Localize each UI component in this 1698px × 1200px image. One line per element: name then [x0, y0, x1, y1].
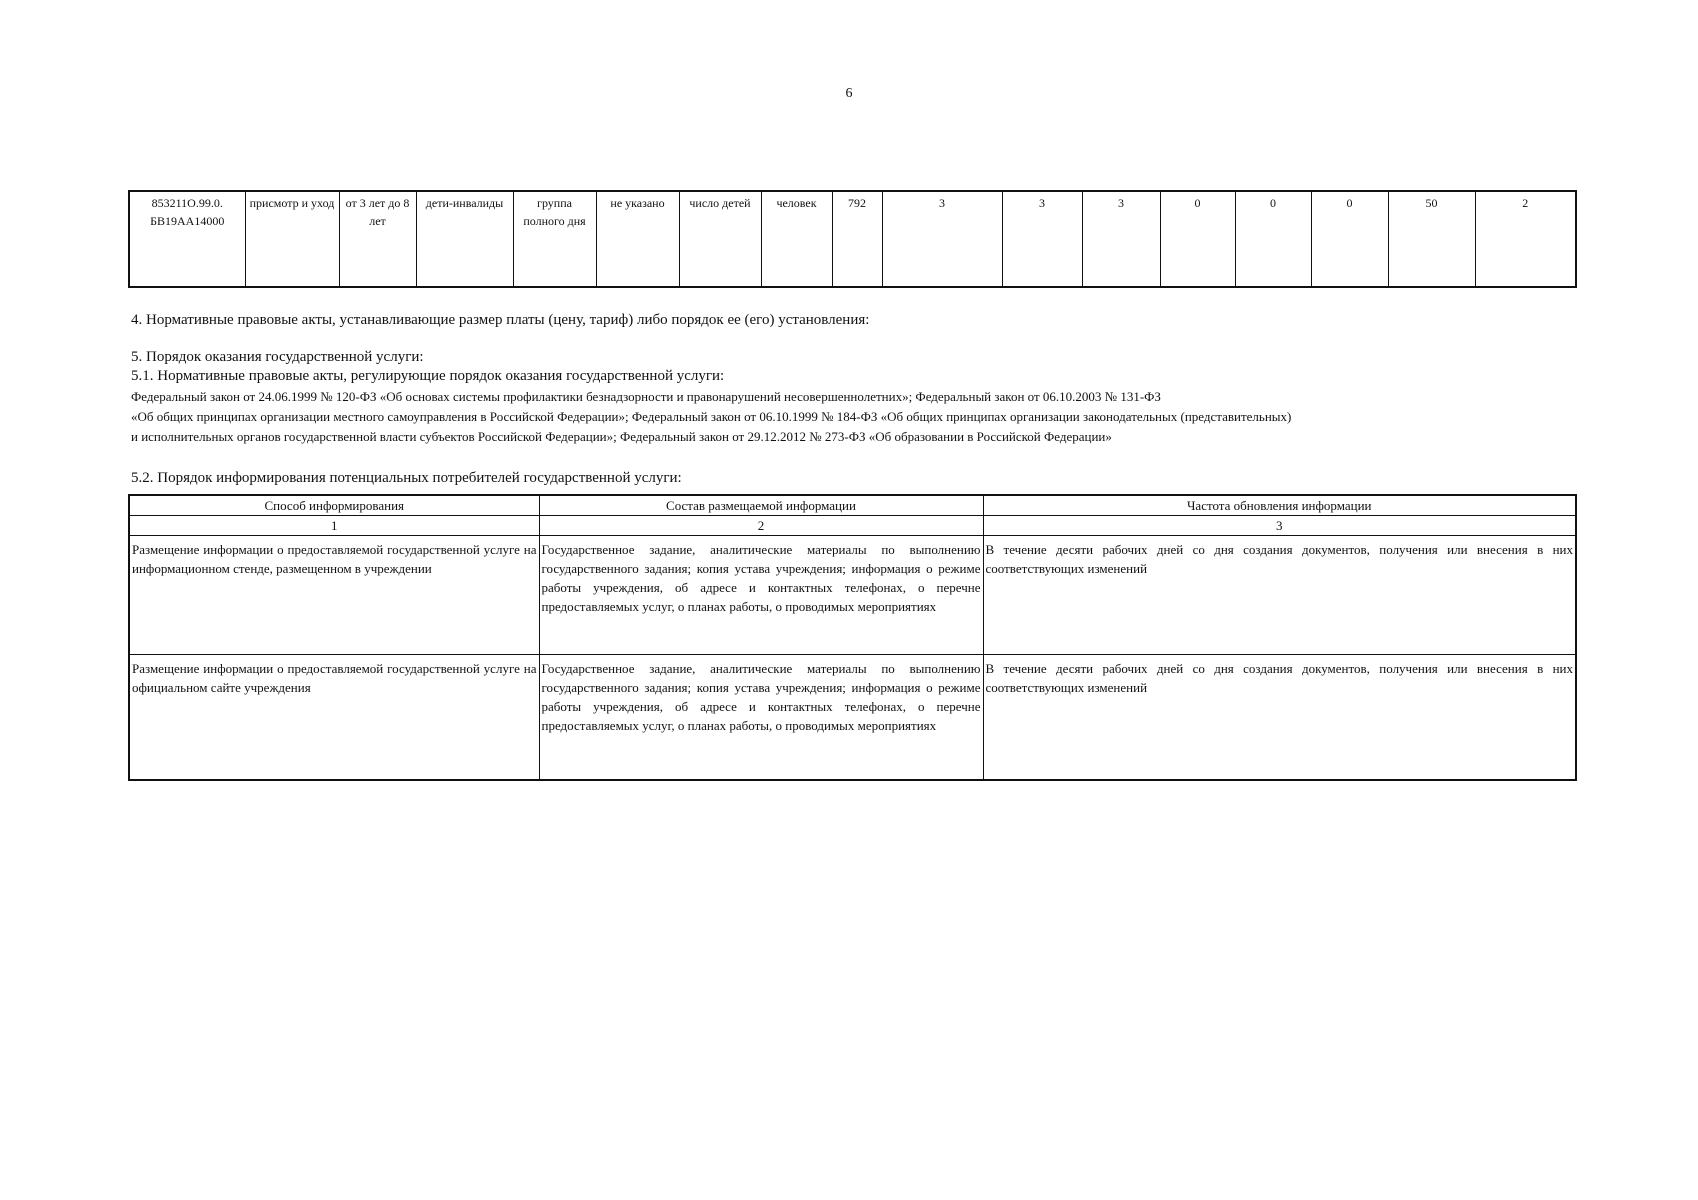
column-header: Частота обновления информации [983, 495, 1576, 516]
information-content-cell: Государственное задание, аналитические материалы по выполнению государственного задания; копия устава учреждения; информация о режиме работы учреждения, об адресе и контактных телефонах, о перечне предоставляемых услуг, о планах работы, о проводимых мероприятиях [539, 655, 983, 781]
column-number-row [129, 516, 1576, 536]
indicator-name-cell: число детей [679, 191, 761, 287]
value-cell: 50 [1388, 191, 1475, 287]
value-cell: 3 [1002, 191, 1082, 287]
information-content-cell: Государственное задание, аналитические материалы по выполнению государственного задания; копия устава учреждения; информация о режиме работы учреждения, об адресе и контактных телефонах, о перечне предоставляемых услуг, о планах работы, о проводимых мероприятиях [539, 536, 983, 655]
informing-method-cell: Размещение информации о предоставляемой государственной услуге на информационном стенде, размещенном в учреждении [129, 536, 539, 655]
table-row [129, 655, 1576, 781]
value-cell: 0 [1311, 191, 1388, 287]
section-4-heading: 4. Нормативные правовые акты, устанавливающие размер платы (цену, тариф) либо порядок ее (его) установления: [131, 312, 870, 328]
section-5-1-heading: 5.1. Нормативные правовые акты, регулирующие порядок оказания государственной услуги: [131, 368, 725, 384]
value-cell: 3 [1082, 191, 1160, 287]
value-cell: 0 [1160, 191, 1235, 287]
value-cell: 2 [1475, 191, 1576, 287]
condition-cell: не указано [596, 191, 679, 287]
table-header-row [129, 495, 1576, 516]
age-cell: от 3 лет до 8 лет [339, 191, 416, 287]
update-frequency-cell: В течение десяти рабочих дней со дня создания документов, получения или внесения в них соответствующих изменений [983, 536, 1576, 655]
stay-mode-cell: группа полного дня [513, 191, 596, 287]
okei-code-cell: 792 [832, 191, 882, 287]
column-header: Состав размещаемой информации [539, 495, 983, 516]
regulatory-acts-list [131, 387, 1291, 447]
section-5-2-heading: 5.2. Порядок информирования потенциальных потребителей государственной услуги: [131, 470, 682, 486]
page-number: 6 [845, 86, 853, 101]
table-row [129, 536, 1576, 655]
table-row [129, 191, 1576, 287]
column-number: 1 [129, 516, 539, 536]
column-header: Способ информирования [129, 495, 539, 516]
law-line: и исполнительных органов государственной власти субъектов Российской Федерации»; Федеральный закон от 29.12.2012 № 273-ФЗ «Об образовании в Российской Федерации» [131, 429, 1112, 444]
service-indicator-table [128, 190, 1577, 288]
column-number: 2 [539, 516, 983, 536]
update-frequency-cell: В течение десяти рабочих дней со дня создания документов, получения или внесения в них соответствующих изменений [983, 655, 1576, 781]
registry-code-cell: 853211О.99.0. БВ19АА14000 [129, 191, 245, 287]
law-line: «Об общих принципах организации местного самоуправления в Российской Федерации»; Федеральный закон от 06.10.1999 № 184-ФЗ «Об общих принципах организации законодательных (представительных) [131, 409, 1292, 424]
value-cell: 3 [882, 191, 1002, 287]
law-line: Федеральный закон от 24.06.1999 № 120-ФЗ «Об основах системы профилактики безнадзорности и правонарушений несовершеннолетних»; Федеральный закон от 06.10.2003 № 131-ФЗ [131, 389, 1161, 404]
column-number: 3 [983, 516, 1576, 536]
service-content-cell: присмотр и уход [245, 191, 339, 287]
informing-method-cell: Размещение информации о предоставляемой государственной услуге на официальном сайте учреждения [129, 655, 539, 781]
unit-cell: человек [761, 191, 832, 287]
category-cell: дети-инвалиды [416, 191, 513, 287]
informing-table [128, 494, 1577, 781]
section-5-heading: 5. Порядок оказания государственной услуги: [131, 349, 424, 365]
value-cell: 0 [1235, 191, 1311, 287]
